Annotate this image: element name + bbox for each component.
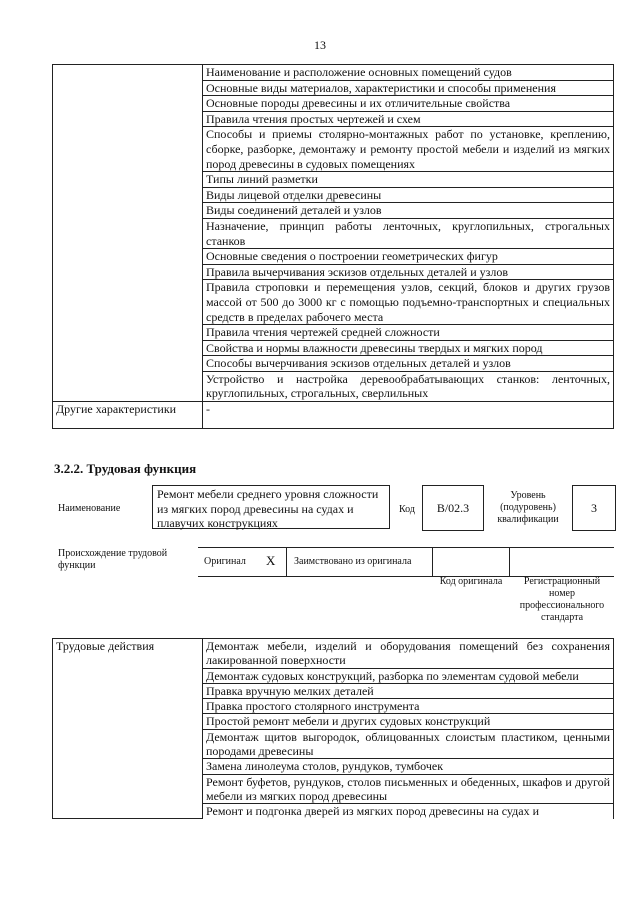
knowledge-item: Способы и приемы столярно-монтажных работ по установке, креплению, сборке, разборке, демонтажу и ремонту простой мебели и изделий из мягких пород древесины в судовых помещениях bbox=[203, 127, 614, 172]
row-header-cell bbox=[53, 65, 203, 402]
labor-action-item: Простой ремонт мебели и других судовых конструкций bbox=[203, 714, 614, 729]
knowledge-item: Основные породы древесины и их отличительные свойства bbox=[203, 96, 614, 112]
function-name: Ремонт мебели среднего уровня сложности из мягких пород древесины на судах и плавучих конструкциях bbox=[152, 485, 390, 529]
knowledge-item: Виды соединений деталей и узлов bbox=[203, 203, 614, 219]
knowledge-item: Основные виды материалов, характеристики и способы применения bbox=[203, 80, 614, 96]
borrowed-label: Заимствовано из оригинала bbox=[294, 556, 412, 567]
knowledge-item: Устройство и настройка деревообрабатывающих станков: ленточных, круглопильных, строгальных, сверлильных bbox=[203, 371, 614, 401]
code-label: Код bbox=[399, 504, 415, 515]
knowledge-item: Назначение, принцип работы ленточных, круглопильных, строгальных станков bbox=[203, 218, 614, 248]
knowledge-item: Правила строповки и перемещения узлов, секций, блоков и других грузов массой от 500 до 3000 кг с помощью подъемно-транспортных и специальных средств в пределах рабочего места bbox=[203, 280, 614, 325]
other-label: Другие характеристики bbox=[53, 402, 203, 429]
labor-action-item: Ремонт и подгонка дверей из мягких пород древесины на судах и bbox=[203, 804, 614, 819]
labor-action-item: Демонтаж щитов выгородок, облицованных слоистым пластиком, ценными породами древесины bbox=[203, 729, 614, 759]
other-value: - bbox=[203, 402, 614, 429]
labor-actions-table bbox=[52, 638, 614, 819]
name-label: Наименование bbox=[58, 503, 121, 514]
table-row bbox=[53, 402, 614, 429]
function-code: B/02.3 bbox=[422, 485, 484, 531]
labor-action-item: Замена линолеума столов, рундуков, тумбочек bbox=[203, 759, 614, 774]
level-label: Уровень (подуровень) квалификации bbox=[497, 490, 559, 525]
labor-actions-label: Трудовые действия bbox=[53, 639, 203, 819]
table-row bbox=[53, 65, 614, 81]
section-title: 3.2.2. Трудовая функция bbox=[54, 461, 197, 476]
labor-action-item: Демонтаж мебели, изделий и оборудования помещений без сохранения лакированной поверхности bbox=[203, 639, 614, 669]
labor-action-item: Ремонт буфетов, рундуков, столов письменных и обеденных, шкафов и другой мебели из мягких пород древесины bbox=[203, 774, 614, 804]
origin-row bbox=[198, 547, 614, 577]
knowledge-item: Свойства и нормы влажности древесины твердых и мягких пород bbox=[203, 340, 614, 356]
knowledge-item: Правила чтения простых чертежей и схем bbox=[203, 111, 614, 127]
labor-action-item: Демонтаж судовых конструкций, разборка по элементам судовой мебели bbox=[203, 668, 614, 683]
knowledge-item: Основные сведения о построении геометрических фигур bbox=[203, 249, 614, 265]
knowledge-item: Типы линий разметки bbox=[203, 172, 614, 188]
code-caption: Код оригинала bbox=[439, 576, 503, 587]
level-value: 3 bbox=[572, 485, 616, 531]
knowledge-item: Виды лицевой отделки древесины bbox=[203, 187, 614, 203]
labor-action-item: Правка простого столярного инструмента bbox=[203, 699, 614, 714]
origin-label: Происхождение трудовой функции bbox=[58, 548, 168, 571]
knowledge-item: Правила вычерчивания эскизов отдельных деталей и узлов bbox=[203, 264, 614, 280]
page-number: 13 bbox=[314, 38, 326, 52]
original-mark: X bbox=[266, 553, 276, 568]
knowledge-item: Способы вычерчивания эскизов отдельных деталей и узлов bbox=[203, 356, 614, 372]
original-label: Оригинал bbox=[204, 556, 246, 567]
reg-caption: Регистрационный номер профессионального стандарта bbox=[519, 576, 605, 623]
knowledge-table bbox=[52, 64, 614, 429]
knowledge-item: Наименование и расположение основных помещений судов bbox=[203, 65, 614, 81]
table-row bbox=[53, 639, 614, 669]
labor-action-item: Правка вручную мелких деталей bbox=[203, 683, 614, 698]
knowledge-item: Правила чтения чертежей средней сложности bbox=[203, 325, 614, 341]
